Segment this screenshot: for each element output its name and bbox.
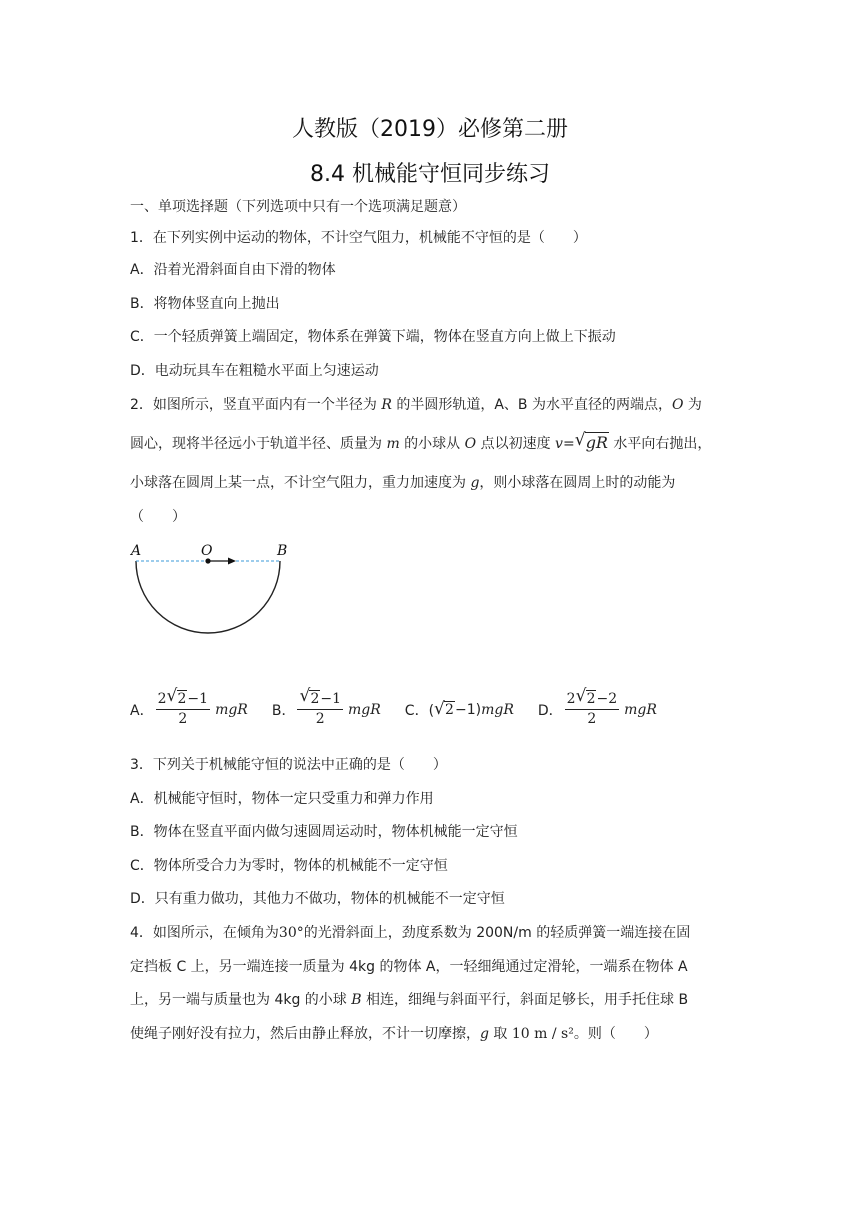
q2-option-c: C．( √ 2 −1) mgR <box>404 698 514 719</box>
semicircle-track <box>136 561 280 633</box>
document-subtitle: 8.4 机械能守恒同步练习 <box>310 162 550 187</box>
document-title: 人教版（2019）必修第二册 <box>292 117 568 142</box>
q3-option-d: D．只有重力做功，其他力不做功，物体的机械能不一定守恒 <box>130 891 505 907</box>
q2-option-b: B． √ 2−1 2 mgR <box>271 686 381 727</box>
q3-stem: 3．下列关于机械能守恒的说法中正确的是（ ） <box>130 757 447 773</box>
q1-option-b: B．将物体竖直向上抛出 <box>130 296 280 312</box>
q2-stem-line1: 2．如图所示，竖直平面内有一个半径为 R 的半圆形轨道，A、B 为水平直径的两端点，O 为 <box>130 397 702 413</box>
q1-stem: 1．在下列实例中运动的物体，不计空气阻力，机械能不守恒的是（ ） <box>130 230 587 246</box>
q1-option-c: C．一个轻质弹簧上端固定，物体系在弹簧下端，物体在竖直方向上做上下振动 <box>130 329 616 345</box>
label-b: B <box>277 543 288 559</box>
q2-stem-line3: 小球落在圆周上某一点，不计空气阻力，重力加速度为 g，则小球落在圆周上时的动能为 <box>130 475 676 491</box>
section-heading: 一、单项选择题（下列选项中只有一个选项满足题意） <box>130 199 466 215</box>
q3-option-b: B．物体在竖直平面内做匀速圆周运动时，物体机械能一定守恒 <box>130 824 518 840</box>
q2-stem-line2: 圆心，现将半径远小于轨道半径、质量为 m 的小球从 O 点以初速度 v= √ gR 水平向右抛出， <box>130 430 712 452</box>
label-a: A <box>131 543 142 559</box>
q4-stem-line3: 上，另一端与质量也为 4kg 的小球 B 相连，细绳与斜面平行，斜面足够长，用手托住球 B <box>130 992 689 1008</box>
q3-option-a: A．机械能守恒时，物体一定只受重力和弹力作用 <box>130 791 434 807</box>
q4-stem-line1: 4．如图所示，在倾角为30°的光滑斜面上，劲度系数为 200N/m 的轻质弹簧一端连接在固 <box>130 925 691 941</box>
q1-option-a: A．沿着光滑斜面自由下滑的物体 <box>130 262 336 278</box>
q2-option-d: D． 2 √ 2−2 2 mgR <box>537 686 657 727</box>
velocity-arrowhead <box>228 558 236 565</box>
q2-answer-blank: （ ） <box>130 509 186 525</box>
q3-option-c: C．物体所受合力为零时，物体的机械能不一定守恒 <box>130 858 448 874</box>
ball-point-o <box>205 558 210 563</box>
q4-stem-line4: 使绳子刚好没有拉力，然后由静止释放，不计一切摩擦，g 取 10 m / s²。则（ ） <box>130 1026 658 1042</box>
semicircle-track-figure <box>126 538 296 638</box>
q2-options <box>130 686 681 728</box>
q1-option-d: D．电动玩具车在粗糙水平面上匀速运动 <box>130 363 379 379</box>
q2-option-a: A． 2 √ 2−1 2 mgR <box>130 686 248 727</box>
q4-stem-line2: 定挡板 C 上，另一端连接一质量为 4kg 的物体 A，一轻细绳通过定滑轮，一端系在物体 A <box>130 959 688 975</box>
label-o: O <box>201 543 213 559</box>
sqrt-gR: √ gR <box>574 430 608 452</box>
